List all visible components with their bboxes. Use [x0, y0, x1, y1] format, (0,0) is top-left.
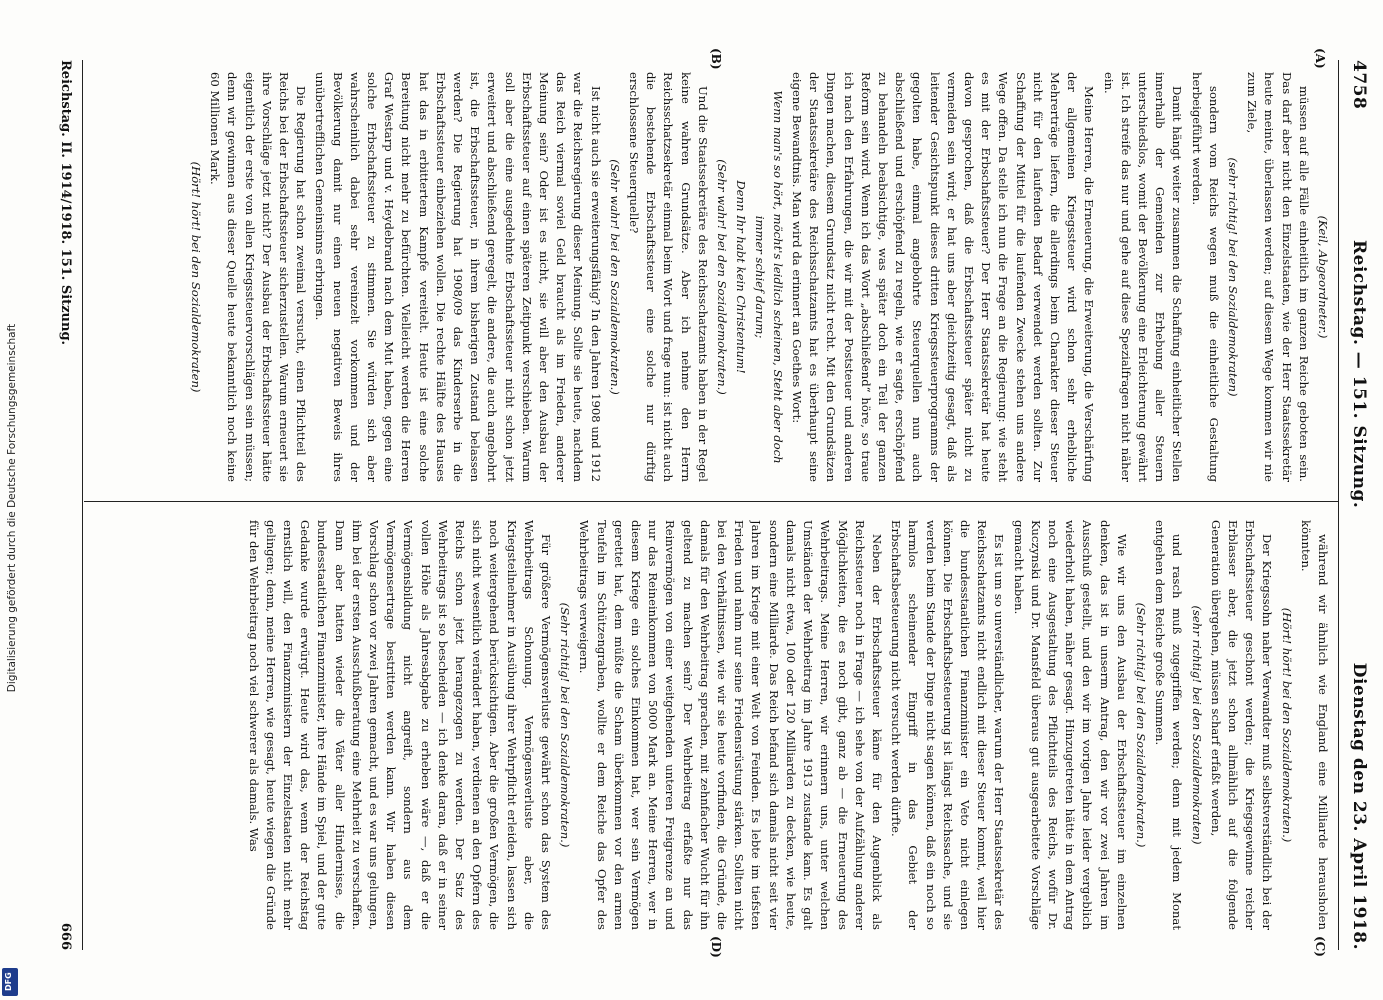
interjection: (Sehr wahr! bei den Sozialdemokraten.) — [607, 159, 622, 395]
paragraph: und rasch muß zugegriffen werden; denn mit jedem Monat entgehen dem Reiche große Summen. — [1153, 520, 1185, 930]
footer-sheet-number: 666 — [58, 922, 73, 950]
interjection: (Hört! hört! bei den Sozialdemokraten) — [189, 161, 203, 393]
paragraph: Es ist um so unverständlicher, warum der Herr Staatssekretär des Reichsschatzamts nicht endlich mit dieser Steuer kommt, weil hier die bundesstaatlichen Finanzminister ein Veto nicht einlegen können. Die Erbschaftsbesteuerung ist längst Reichssache, und sie werden beim Stande der Dinge nicht sagen können, daß ein noch so harmlos scheinender Eingriff in das Gebiet der Erbschaftsbesteuerung nicht versucht werden dürfte. — [889, 520, 1007, 930]
interjection: (sehr richtig! bei den Sozialdemokraten) — [1189, 605, 1204, 845]
margin-mark-c: (C) — [1313, 936, 1327, 957]
session-date: Dienstag den 23. April 1918. — [1349, 662, 1369, 950]
page-footer — [49, 60, 75, 950]
paragraph: Damit hängt weiter zusammen die Schaffung einheitlicher Stellen innerhalb der Gemeinden zur Erhebung aller Steuern unterschiedslos, womit der Bevölkerung eine Erleichterung gewährt ist. Ich streife das nur und gehe auf diese Spezialfragen nicht näher ein. — [1101, 72, 1185, 482]
paragraph: Der Kriegssohn naher Verwandter muß selbstverständlich bei der Erbschaftssteuer geschont werden; die Kriegsgewinne reicher Erblasser aber, die jetzt schon allmählich auf die folgende Generation übergehen, müssen scharf erfaßt werden, — [1208, 520, 1275, 930]
margin-mark-a: (A) — [1313, 48, 1327, 69]
digitization-note — [4, 20, 24, 980]
page-header — [1343, 60, 1377, 950]
right-column — [91, 520, 1331, 930]
paragraph: während wir ähnlich wie England eine Milliarde herausholen könnten. — [1298, 520, 1330, 930]
paragraph: Ist nicht auch sie erweiterungsfähig? In den Jahren 1908 und 1912 war die Reichsregierung dieser Meinung. Sollte sie heute, nachdem das Reich viermal soviel Geld braucht als im Frieden, anderer Meinung sein? Oder ist es nicht, sie will aber den Ausbau der Erbschaftssteuer auf einen späteren Zeitpunkt verschieben. Warum soll aber die eine ausgedehnte Erbschaftssteuer nicht schon jetzt erweitert und abschließend geregelt, die andere, die auch angebohrt ist, die Erbschaftssteuer, in ihrem bisherigen Zustand belassen werden? Die Regierung hat 1908/09 das Kinderserbe in die Erbschaftssteuer einbeziehen wollen. Die rechte Hälfte des Hauses hat das in erbittertem Kampfe vereitelt. Heute ist eine solche Bereitung nicht mehr zu befürchten. Vielleicht werden die Herren Graf Westarp und v. Heydebrand nach dem Mut haben, gegen eine solche Erbschaftssteuer zu stimmen. Sie würden sich aber wahrscheinlich dabei sehr vereinzelt vorkommen und der Bevölkerung damit nur einen neuen negativen Beweis ihres unübertrefflichen Gemeinsinns erbringen. — [313, 72, 603, 482]
dfg-logo — [2, 968, 18, 996]
quotation: Wenn man's so hört, möcht's leidlich scheinen, Steht aber doch immer schief darum; — [753, 90, 785, 464]
paragraph: sondern vom Reichs wegen muß die einheitliche Gestaltung herbeigeführt werden. — [1189, 72, 1221, 482]
footer-volume: Reichstag. II. 1914/1918. 151. Sitzung. — [58, 60, 73, 346]
header-rule — [1338, 60, 1339, 950]
dfg-logo-text: DFG — [4, 972, 13, 992]
interjection: (Hört! hört! bei den Sozialdemokraten.) — [1279, 607, 1294, 843]
speaker-line: (Keil, Abgeordneter.) — [1316, 215, 1330, 339]
paragraph: Neben der Erbschaftssteuer käme für den Augenblick als Reichssteuer noch in Frage — ich sehe von der Aufzählung anderer Möglichkeiten, die es noch gibt, ganz ab — die Erneuerung des Wehrbeitrags. Meine Herren, wir erinnern uns, unter welchen Umständen der Wehrbeitrag im Jahre 1913 zustande kam. Es galt damals nicht etwa, 100 oder 120 Milliarden zu decken, wie heute, sondern eine Milliarde. Das Reich befand sich damals nicht seit vier Jahren im Kriege mit einer Welt von Feinden. Es lebte im tiefsten Frieden und nahm nur seine Friedensrüstung stärken. Sollten nicht bei den Verhältnissen, wie wir sie heute vorfinden, die Gründe, die damals für den Wehrbeitrag sprachen, mit zehnfacher Wucht für ihn geltend zu machen sein? Der Wehrbeitrag erfaßte nur das Reinvermögen von einer weitgehenden unteren Freigrenze an und nur das Reineinkommen von 5000 Mark an. Meine Herren, wer in diesem Kriege ein solches Einkommen hat, wer sein Vermögen gerettet hat, dem müßte die Scham überkommen vor den armen Teufeln im Schützengraben, wollte er dem Reiche das Opfer des Wehrbeitrags verweigern. — [577, 520, 884, 930]
margin-mark-b: (B) — [709, 48, 723, 70]
interjection: (Sehr richtig! bei den Sozialdemokraten.) — [558, 602, 573, 848]
interjection: (sehr richtig! bei den Sozialdemokraten) — [1225, 157, 1240, 397]
page-number: 4758 — [1349, 60, 1369, 110]
column-divider — [84, 501, 1339, 502]
interjection: (Sehr richtig! bei den Sozialdemokraten.) — [1133, 602, 1148, 848]
paragraph: Meine Herren, die Erneuerung, die Erweiterung, die Verschärfung der allgemeinen Kriegssteuer wird schon sehr erhebliche Mehrerträge liefern, die allerdings beim Charakter dieser Steuer nicht für den laufenden Bedarf verwendet werden sollten. Zur Schaffung der Mittel für die laufenden Zwecke stehen uns andere Wege offen. Da stelle ich nun die Frage an die Regierung: wie steht es mit der Erbschaftssteuer? Der Herr Staatssekretär hat heute davon gesprochen, daß die Erbschaftssteuer später nicht zu vermeiden sein wird; er hat uns aber gleichzeitig gesagt, daß als leitender Gesichtspunkt dieses dritten Kriegssteuerprogramms der gegolten habe, einmal angebohrte Steuerquellen nun auch abschließend und erschöpfend zu regeln, wie er sagte, erschöpfend zu behandeln beabsichtige, was später doch ein Teil der ganzen Reform sein wird. Wenn ich das Wort „abschließend“ höre, so traue ich nach den Erfahrungen, die wir mit der Poststeuer und anderen Dingen machen, diesem Grundsatz nicht recht. Mit den Grundsätzen der Staatssekretäre des Reichsschatzamts hat es überhaupt seine eigene Bewandtnis. Man wird da erinnert an Goethes Wort: — [789, 72, 1097, 482]
margin-mark-d: (D) — [709, 936, 723, 958]
interjection: (Sehr wahr! bei den Sozialdemokraten.) — [715, 159, 730, 395]
footer-rule — [82, 60, 83, 950]
quotation: Denn Ihr habt kein Christentum! — [734, 180, 749, 374]
paragraph: müssen auf alle Fälle einheitlich im ganzen Reiche geboten sein. Das darf aber nicht den Einzelstaaten, wie der Herr Staatssekretär heute meinte, überlassen werden; auf diesem Wege kommen wir nie zum Ziele, — [1245, 72, 1311, 482]
paragraph: Für größere Vermögensverluste gewährt schon das System des Wehrbeitrags Schonung. Vermögensverluste aber, die Kriegsteilnehmer in Ausübung ihrer Wehrpflicht erleiden, lassen sich noch weitergehend berücksichtigen. Aber die großen Vermögen, die sich nicht wesentlich verändert haben, verdienen an den Opfern des Reichs schon jetzt herangezogen zu werden. Der Satz des Wehrbeitrags ist so bescheiden — ich denke daran, daß er in seiner vollen Höhe als Jahresabgabe zu erheben wäre —, daß er die Vermögensbildung nicht angreift, sondern aus dem Vermögensertrage bestritten werden kann. Wir haben diesen Vorschlag schon vor zwei Jahren gemacht, und es war uns gelungen, ihm bei der ersten Ausschußberatung eine Mehrheit zu verschaffen. Dann aber hatten wieder die Väter aller Hindernisse, die bundesstaatlichen Finanzminister, ihre Hände im Spiel, und der gute Gedanke wurde erwürgt. Heute wird das, wenn der Reichstag ernstlich will, den Finanzministern der Einzelstaaten nicht mehr gelingen; denn, meine Herren, wie gesagt, heute wiegen die Gründe für den Wehrbeitrag noch viel schwerer als damals. Was — [246, 520, 554, 930]
left-column — [91, 72, 1331, 482]
paragraph: Die Regierung hat schon zweimal versucht, einen Pflichtteil des Reichs bei der Erbschaftssteuer sicherzustellen. Warum erneuert sie ihre Vorschläge jetzt nicht? Der Ausbau der Erbschaftssteuer hätte eigentlich der erste von allen Kriegssteuervorschlägen sein müssen; denn wir gewinnen aus dieser Quelle heute bekanntlich noch keine 60 Millionen Mark. — [208, 72, 309, 482]
session-title: Reichstag. — 151. Sitzung. — [1349, 240, 1369, 509]
paragraph: Wie wir uns den Ausbau der Erbschaftssteuer im einzelnen denken, das ist in unserm Antrag, den wir vor zwei Jahren im Ausschuß gestellt, und den wir im vorigen Jahre leider vergeblich wiederholt haben, näher gesagt. Hinzugetreten hätte in dem Antrag noch eine Ausgestaltung des Pflichtteils des Reichs, wofür Dr. Kuczynski und Dr. Mansfeld überaus gut ausgearbeitete Vorschläge gemacht haben. — [1011, 520, 1129, 930]
paragraph: Und die Staatssekretäre des Reichsschatzamts haben in der Regel keine wahren Grundsätze. Aber ich nehme den Herrn Reichsschatzsekretär einmal beim Wort und frage nun: ist nicht auch die bestehende Erbschaftssteuer eine solche nur dürftig erschlossene Steuerquelle? — [627, 72, 710, 482]
funding-text: Digitalisierung gefördert durch die Deutsche Forschungsgemeinschaft — [6, 323, 18, 693]
